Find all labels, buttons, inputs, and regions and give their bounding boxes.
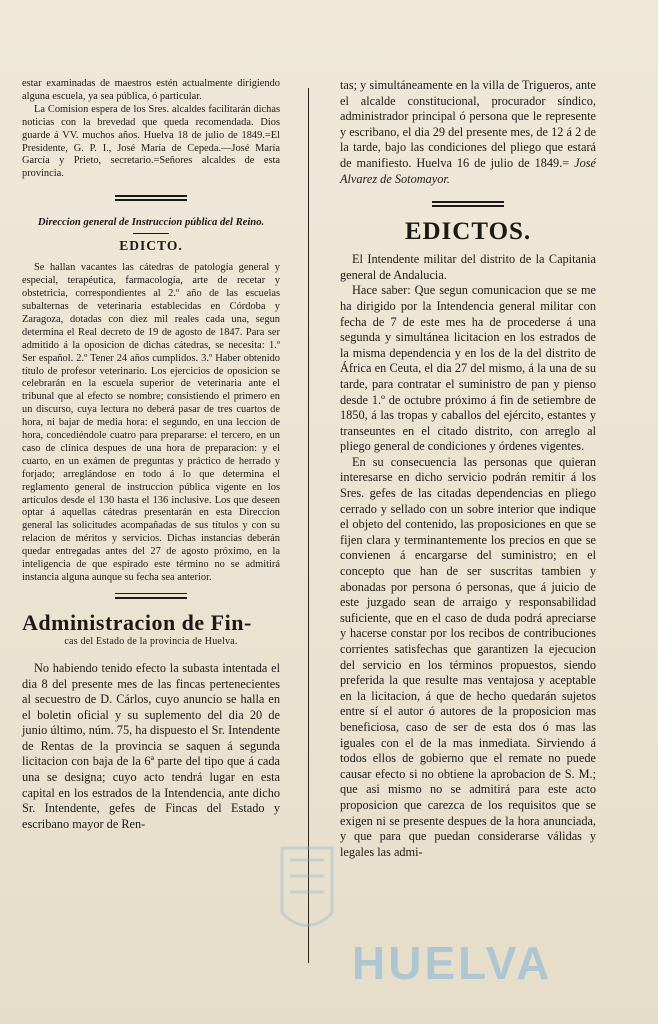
edictos-heading: EDICTOS.: [404, 218, 532, 246]
ornament-rule: [432, 201, 504, 208]
direccion-heading: Direccion general de Instruccion pública del Reino.: [37, 217, 265, 229]
left-paragraph-3: Se hallan vacantes las cátedras de patología general y especial, terapéutica, farmacología, arte de recetar y obstetricia, correspondientes al 2.º año de las escuelas subalternas de veterinaria establecidas en Córdoba y Zaragoza, dotadas con diez mil reales cada una, segun determina el Real decreto de 19 de agosto de 1847. Para ser admitido á la oposicion de dichas cátedras, se necesita: 1.º Ser español. 2.º Tener 24 años cumplidos. 3.º Haber obtenido título de profesor veterinario. Los ejercicios de oposicion se celebrarán en la escuela superior de veterinaria ante el tribunal que al efecto se nombre; consistiendo el primero en un discurso, cuya lectura no deberá pasar de tres cuartos de hora, ni bajar de media hora: el segundo, en una leccion de hora, concediéndole cuatro para prepararse: el tercero, en un caso de clínica despues de una hora de preparacion: y el cuarto, en un exámen de preguntas y práctico de herrado y forjado; arreglándose en todo á lo que determina el reglamento general de instruccion pública vigente en los artículos desde el 130 hasta el 136 inclusive. Los que deseen optar á aquellas cátedras presentarán en esta Direccion general las solicitudes acompañadas de sus títulos y con su relacion de méritos y servicios. Dichas instancias deberán quedar entregadas antes del 27 de agosto próximo, en la inteligencia de que espirado este término no se admitirá instancia alguna aunque su fecha sea anterior.: [22, 262, 280, 583]
ornament-rule: [115, 195, 187, 202]
left-column: [22, 78, 280, 832]
left-paragraph-1: estar examinadas de maestros estén actualmente dirigiendo alguna escuela, ya sea pública, ó particular.: [22, 78, 280, 102]
signature: José Alvarez de Sotomayor.: [340, 155, 596, 186]
right-paragraph-1-text: tas; y simultáneamente en la villa de Trigueros, ante el alcalde constitucional, procurador síndico, administrador principal ó persona que le represente y escribano, el dia 29 del presente mes, de 12 á 2 de la tarde, bajo las condiciones del pliego que estará de manifiesto. Huelva 16 de julio de 1849.=: [340, 78, 596, 170]
left-paragraph-2: La Comision espera de los Sres. alcaldes facilitarán dichas noticias con la brevedad que queda recomendada. Dios guarde á VV. muchos años. Huelva 18 de julio de 1849.=El Presidente, G. P. I., José María de Cepeda.—José María García y Prieto, secretario.=Señores alcaldes de esta provincia.: [22, 103, 280, 180]
right-column: [340, 78, 596, 860]
edicto-heading: EDICTO.: [119, 238, 183, 254]
right-paragraph-3: Hace saber: Que segun comunicacion que se me ha dirigido por la Intendencia general militar con fecha de 7 de este mes ha de procederse á una segunda y simultánea licitacion en los estrados de la misma dependencia y en los de la del distrito de África en Ceuta, el dia 27 del mismo, á la una de su tarde, para contratar el suministro de pan y pienso desde 1.º de octubre próximo á fin de setiembre de 1850, á las tropas y caballos del ejército, estantes y transeuntes en el citado distrito, con arreglo al pliego general de condiciones y órdenes vigentes.: [340, 283, 596, 454]
right-paragraph-1: [340, 78, 596, 187]
short-divider: [133, 233, 169, 234]
administracion-heading: Administracion de Fin-: [22, 609, 252, 635]
left-paragraph-4: No habiendo tenido efecto la subasta intentada el dia 8 del presente mes de las fincas pertenecientes al secuestro de D. Cárlos, cuyo anuncio se halla en el boletin oficial y su suplemento del dia 20 de junio último, núm. 75, ha dispuesto el Sr. Intendente de Rentas de la provincia se saquen á segunda licitacion con baja de la 6ª parte del tipo que á cada una se designa; cuyo acto tendrá lugar en esta capital en los estrados de la Intendencia, ante dicho Sr. Intendente, gefes de Fincas del Estado y escribano mayor de Ren-: [22, 660, 280, 831]
watermark-text: HUELVA: [352, 937, 553, 989]
right-paragraph-4: En su consecuencia las personas que quieran interesarse en dicho servicio podrán remitir á los Sres. gefes de las citadas dependencias en pliego cerrado y sellado con un sobre interior que indique el objeto del contenido, las proposiciones en que se fijen clara y terminantemente los precios en que se convienen á encargarse del suministro; en el concepto que han de ser suscritas tambien y abonadas por persona ó personas, que á juicio de este juzgado sean de arraigo y responsabilidad suficiente, que en el caso de duda podrá apreciarse y hacerse constar por los recibos de contribuciones corrientes satisfechas que garantizen la ejecucion del servicio en los términos propuestos, siendo preferida la que resulte mas ventajosa y aceptable en la licitacion, á que de hecho quedarán sujetos entre sí el autor ó autores de la proposicion mas beneficiosa, caso de ser de esta dos ó mas las iguales con el de la mas inmediata. Sirviendo á todos ellos de gobierno que el remate no puede causar efecto si no obtiene la aprobacion de S. M.; que asi mismo no se admitirá para este acto proposicion que carezca de los requisitos que se exigen ni se presente despues de la hora anunciada, y que para que puedan considerarse válidas y legales las admi-: [340, 454, 596, 859]
administracion-subtitle: cas del Estado de la provincia de Huelva.: [64, 635, 238, 647]
right-paragraph-2: El Intendente militar del distrito de la Capitania general de Andalucia.: [340, 252, 596, 282]
column-divider: [308, 88, 309, 963]
ornament-rule: [115, 593, 187, 600]
